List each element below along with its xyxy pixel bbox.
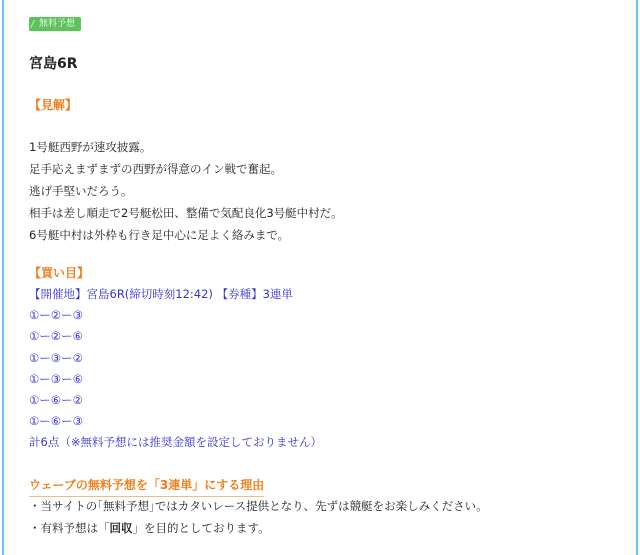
- combo-item: ①ー⑥ー③: [29, 414, 83, 429]
- reason-heading: ウェーブの無料予想を「3連単」にする理由: [29, 476, 264, 497]
- opinion-line: 1号艇西野が速攻披露。: [29, 140, 152, 154]
- opinion-line: 足手応えまずまずの西野が得意のイン戦で奮起。: [29, 162, 282, 176]
- opinion-heading: 【見解】: [29, 98, 78, 112]
- note2-prefix: ・有料予想は「: [29, 521, 110, 535]
- content-frame: [2, 0, 638, 555]
- combo-item: ①ー②ー⑥: [29, 329, 83, 344]
- combo-item: ①ー⑥ー②: [29, 393, 83, 408]
- note2-bold: 回収: [109, 521, 133, 535]
- opinion-line: 相手は差し順走で2号艇松田、整備で気配良化3号艇中村だ。: [29, 206, 343, 220]
- opinion-text: [29, 136, 343, 246]
- combo-item: ①ー③ー⑥: [29, 371, 83, 386]
- page-title: 宮島6R: [29, 56, 78, 72]
- race-info: 【開催地】宮島6R(締切時刻12:42) 【券種】3連単: [29, 287, 293, 301]
- reason-note-1: ・当サイトの｢無料予想｣ではカタいレース提供となり、先ずは競艇をお楽しみください。: [29, 499, 488, 513]
- combo-item: ①ー③ー②: [29, 350, 83, 365]
- combo-total: 計6点（※無料予想には推奨金額を設定しておりません）: [29, 435, 322, 450]
- note2-suffix: 」を目的としております。: [132, 521, 270, 535]
- buy-heading: 【買い目】: [29, 266, 90, 280]
- opinion-line: 逃げ手堅いだろう。: [29, 184, 133, 198]
- reason-notes: [29, 495, 488, 539]
- buy-list: [29, 284, 322, 454]
- free-prediction-badge: 無料予想: [29, 17, 81, 31]
- reason-note-2: [29, 517, 488, 539]
- opinion-line: 6号艇中村は外枠も行き足中心に足よく絡みまで。: [29, 228, 290, 242]
- combo-item: ①ー②ー③: [29, 308, 83, 323]
